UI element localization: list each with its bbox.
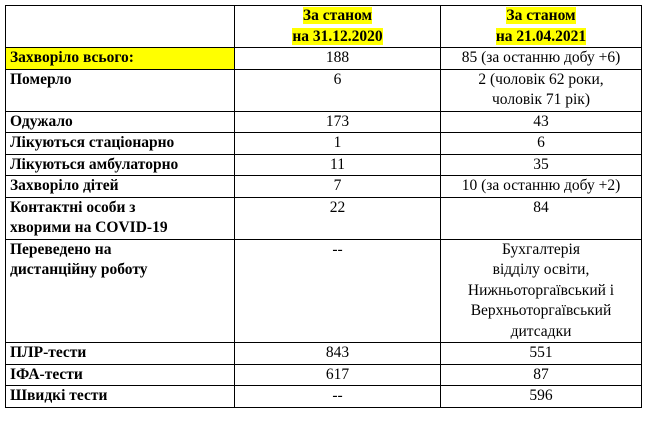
header-col-2021 xyxy=(441,6,642,48)
header-col-2021-line1: За станом xyxy=(506,7,576,24)
row-value-2021: 6 xyxy=(441,133,642,155)
row-value-2021-line: 2 (чоловік 62 роки, xyxy=(478,70,604,88)
table-row xyxy=(6,111,642,133)
row-value-2021-line: відділу освіти, xyxy=(492,261,590,278)
row-value-2020: -- xyxy=(235,386,441,408)
row-value-2021: 43 xyxy=(441,111,642,133)
row-value-2020: 1 xyxy=(235,133,441,155)
table-row xyxy=(6,133,642,155)
table-row xyxy=(6,69,642,111)
row-value-2020: 11 xyxy=(235,154,441,176)
row-label: Лікуються амбулаторно xyxy=(6,154,235,176)
row-value-2021: 35 xyxy=(441,154,642,176)
table-row xyxy=(6,48,642,70)
row-value-2021-line: Нижньоторгаївський і xyxy=(467,281,615,299)
row-value-2020: 7 xyxy=(235,176,441,198)
row-label: Захворіло дітей xyxy=(6,176,235,198)
row-value-2020: 173 xyxy=(235,111,441,133)
row-label-line: Контактні особи з xyxy=(10,198,136,216)
row-label: Швидкі тести xyxy=(6,386,235,408)
row-label: Одужало xyxy=(6,111,235,133)
row-value-2021-line: Бухгалтерія xyxy=(502,240,580,258)
row-label xyxy=(6,239,235,343)
table-row xyxy=(6,386,642,408)
table-row xyxy=(6,197,642,239)
header-col-2020-line2: на 31.12.2020 xyxy=(292,27,383,45)
row-value-2020: 22 xyxy=(235,197,441,239)
row-value-2021 xyxy=(441,69,642,111)
row-label: Лікуються стаціонарно xyxy=(6,133,235,155)
row-label: ІФА-тести xyxy=(6,364,235,386)
row-value-2021: 84 xyxy=(441,197,642,239)
row-label: ПЛР-тести xyxy=(6,343,235,365)
row-label: Захворіло всього: xyxy=(6,48,235,70)
header-row xyxy=(6,6,642,48)
header-label-cell xyxy=(6,6,235,48)
row-label xyxy=(6,197,235,239)
header-col-2021-line2: на 21.04.2021 xyxy=(495,27,587,45)
row-label-line: дистанційну роботу xyxy=(10,261,148,278)
row-value-2021: 10 (за останню добу +2) xyxy=(441,176,642,198)
row-value-2021: 87 xyxy=(441,364,642,386)
row-value-2020: 617 xyxy=(235,364,441,386)
table-row xyxy=(6,364,642,386)
row-value-2020: 843 xyxy=(235,343,441,365)
row-value-2021: 551 xyxy=(441,343,642,365)
row-value-2021 xyxy=(441,239,642,343)
table-row xyxy=(6,343,642,365)
header-col-2020 xyxy=(235,6,441,48)
row-label-line: Переведено на xyxy=(10,240,112,258)
row-value-2020: 6 xyxy=(235,69,441,111)
row-value-2021: 85 (за останню добу +6) xyxy=(441,48,642,70)
row-value-2021: 596 xyxy=(441,386,642,408)
row-value-2021-line: Верхньоторгаївський xyxy=(470,302,612,319)
row-value-2021-line: дитсадки xyxy=(510,322,572,340)
table-row xyxy=(6,176,642,198)
row-value-2020: -- xyxy=(235,239,441,343)
row-value-2021-line: чоловік 71 рік) xyxy=(492,91,590,108)
table-row xyxy=(6,239,642,343)
row-value-2020: 188 xyxy=(235,48,441,70)
covid-stats-table xyxy=(5,5,642,408)
table-row xyxy=(6,154,642,176)
row-label: Померло xyxy=(6,69,235,111)
header-col-2020-line1: За станом xyxy=(302,7,373,24)
row-label-line: хворими на COVID-19 xyxy=(10,219,168,236)
